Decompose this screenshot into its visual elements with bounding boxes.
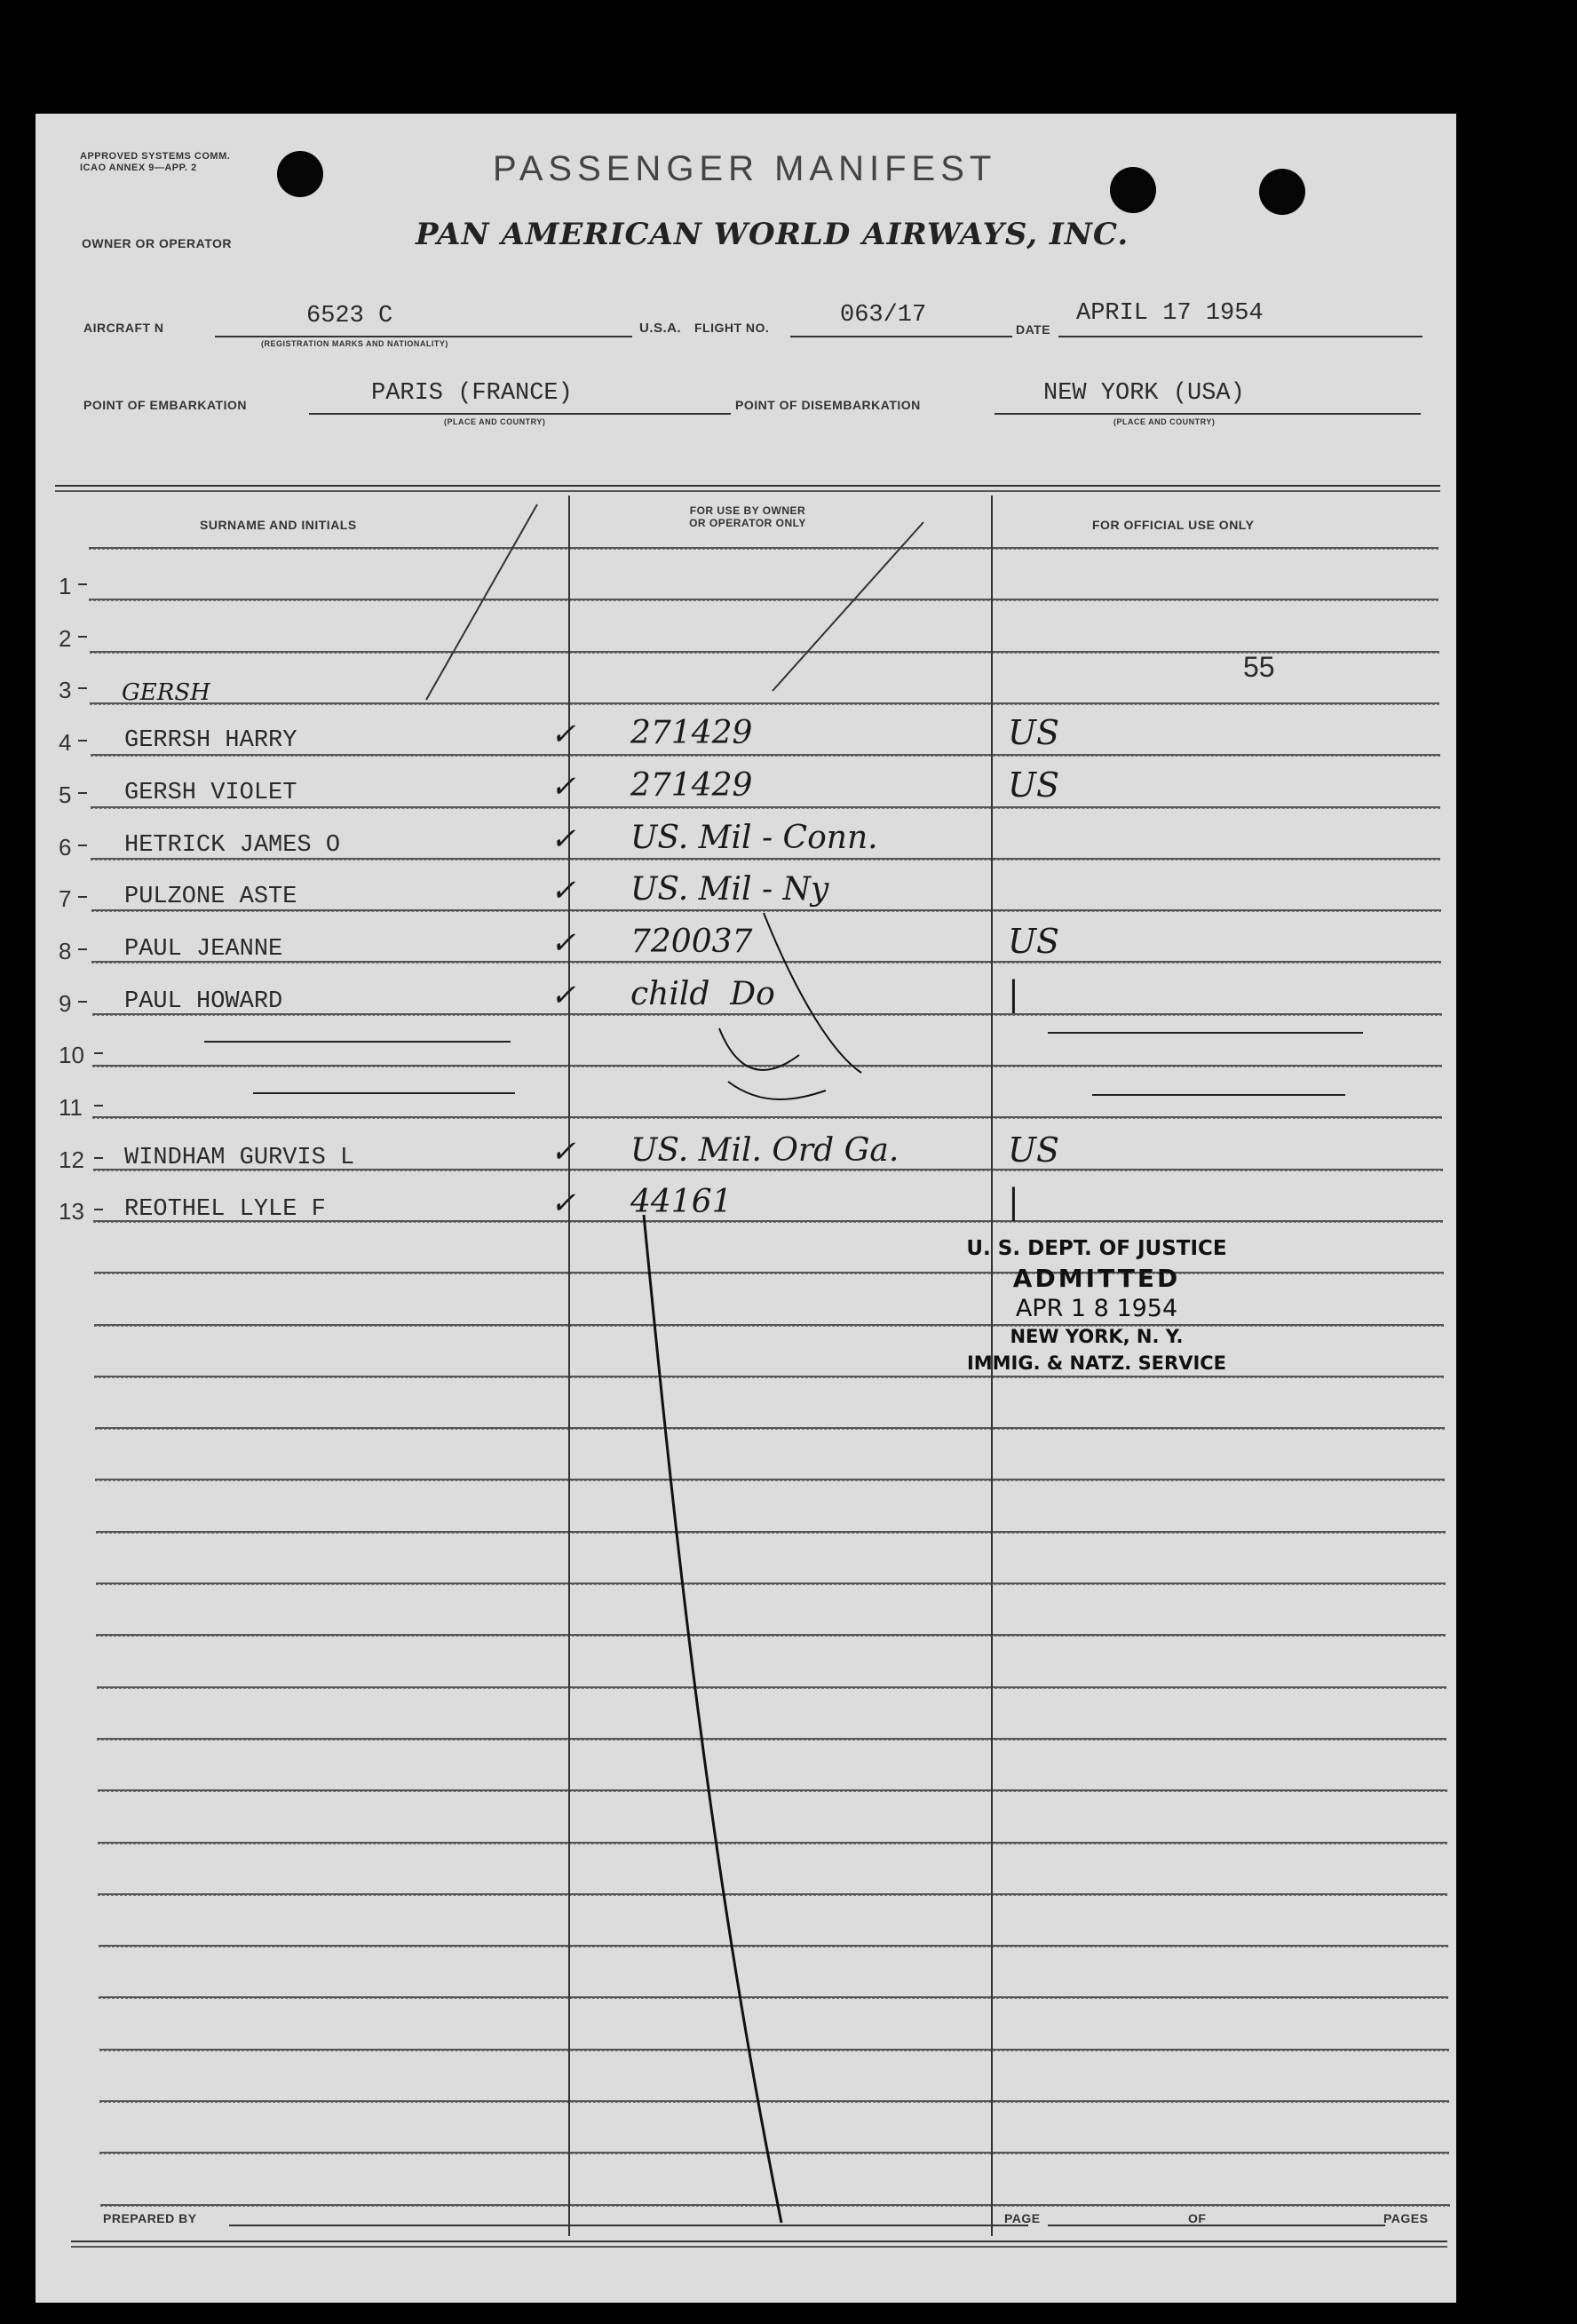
date-label: DATE [1016,322,1051,337]
row-number: 2 [59,625,72,652]
aircraft-number: 6523 C [306,303,393,329]
passenger-name: WINDHAM GURVIS L [124,1145,355,1171]
page-title: PASSENGER MANIFEST [493,149,997,188]
owner-use-entry: 44161 [630,1184,733,1220]
owner-use-entry: US. Mil - Ny [630,871,829,908]
flight-number: 063/17 [840,302,927,329]
passenger-name: GERSH VIOLET [124,780,297,806]
official-entry: US [1008,922,1060,961]
row-number: 1 [59,573,72,599]
of-label: OF [1188,2211,1207,2225]
passenger-name: PAUL HOWARD [124,988,283,1015]
official-entry: US [1008,713,1060,752]
page-label: PAGE [1004,2211,1041,2225]
row-number: 7 [59,885,72,912]
owner-label: OWNER OR OPERATOR [82,236,232,250]
registration-caption: (REGISTRATION MARKS AND NATIONALITY) [261,339,448,348]
check-mark: ✓ [551,769,576,805]
stamp-line: NEW YORK, N. Y. [1010,1326,1184,1347]
passenger-name: PULZONE ASTE [124,884,297,910]
passenger-name: REOTHEL LYLE F [124,1196,326,1223]
row-number: 4 [59,729,72,756]
owner-use-entry: 271429 [630,767,753,804]
official-entry: US [1008,1130,1060,1170]
usa-label: U.S.A. [639,321,682,336]
owner-use-entry: US. Mil - Conn. [630,820,878,856]
col-official-header: FOR OFFICIAL USE ONLY [1092,518,1255,532]
official-entry: US [1008,765,1060,805]
owner-use-entry: US. Mil. Ord Ga. [630,1132,899,1169]
embark-place: PARIS (FRANCE) [371,380,573,407]
embark-label: POINT OF EMBARKATION [83,398,247,412]
row-number: 5 [59,781,72,808]
row-number: 12 [59,1146,84,1173]
row-number: 3 [59,677,72,703]
owner-use-entry: 271429 [630,715,753,751]
official-entry: | [1008,974,1019,1013]
check-mark: ✓ [551,925,576,961]
embark-caption: (PLACE AND COUNTRY) [444,417,546,426]
row-number: 9 [59,990,72,1017]
check-mark: ✓ [551,873,576,908]
admitted-stamp [950,1237,1243,1374]
approval-note: APPROVED SYSTEMS COMM. ICAO ANNEX 9—APP. 2 [80,151,231,173]
name-correction: GERSH [122,679,210,706]
disembark-label: POINT OF DISEMBARKATION [735,398,921,412]
stamp-line: U. S. DEPT. OF JUSTICE [966,1237,1227,1260]
passenger-name: GERRSH HARRY [124,727,297,754]
check-mark: ✓ [551,821,576,857]
airline-name: PAN AMERICAN WORLD AIRWAYS, INC. [416,217,1129,252]
check-mark: ✓ [551,1134,576,1170]
row-number: 13 [59,1198,84,1225]
passenger-name: HETRICK JAMES O [124,832,341,859]
check-mark: ✓ [551,1186,576,1221]
col-owner-header: FOR USE BY OWNER OR OPERATOR ONLY [689,504,806,529]
passenger-name: PAUL JEANNE [124,936,283,963]
stamp-line: APR 1 8 1954 [1015,1295,1178,1322]
manifest-sheet [36,114,1456,2303]
owner-use-entry: 720037 [630,924,753,960]
row-number: 10 [59,1042,84,1068]
prepared-by-label: PREPARED BY [103,2211,197,2225]
disembark-caption: (PLACE AND COUNTRY) [1113,417,1216,426]
row-number: 8 [59,938,72,964]
flight-label: FLIGHT NO. [694,321,770,335]
flight-date: APRIL 17 1954 [1076,300,1264,327]
official-note: 55 [1243,651,1275,683]
pen-strokes [36,114,1456,2303]
owner-use-entry: child Do [630,976,775,1012]
disembark-place: NEW YORK (USA) [1043,380,1245,407]
stamp-line: IMMIG. & NATZ. SERVICE [966,1352,1227,1374]
pages-label: PAGES [1383,2211,1429,2225]
stamp-line: ADMITTED [1012,1264,1181,1293]
row-number: 6 [59,834,72,861]
col-name-header: SURNAME AND INITIALS [200,518,357,532]
official-entry: | [1008,1182,1019,1221]
row-number: 11 [59,1094,83,1121]
check-mark: ✓ [551,978,576,1013]
aircraft-label: AIRCRAFT N [83,321,164,335]
check-mark: ✓ [551,717,576,752]
